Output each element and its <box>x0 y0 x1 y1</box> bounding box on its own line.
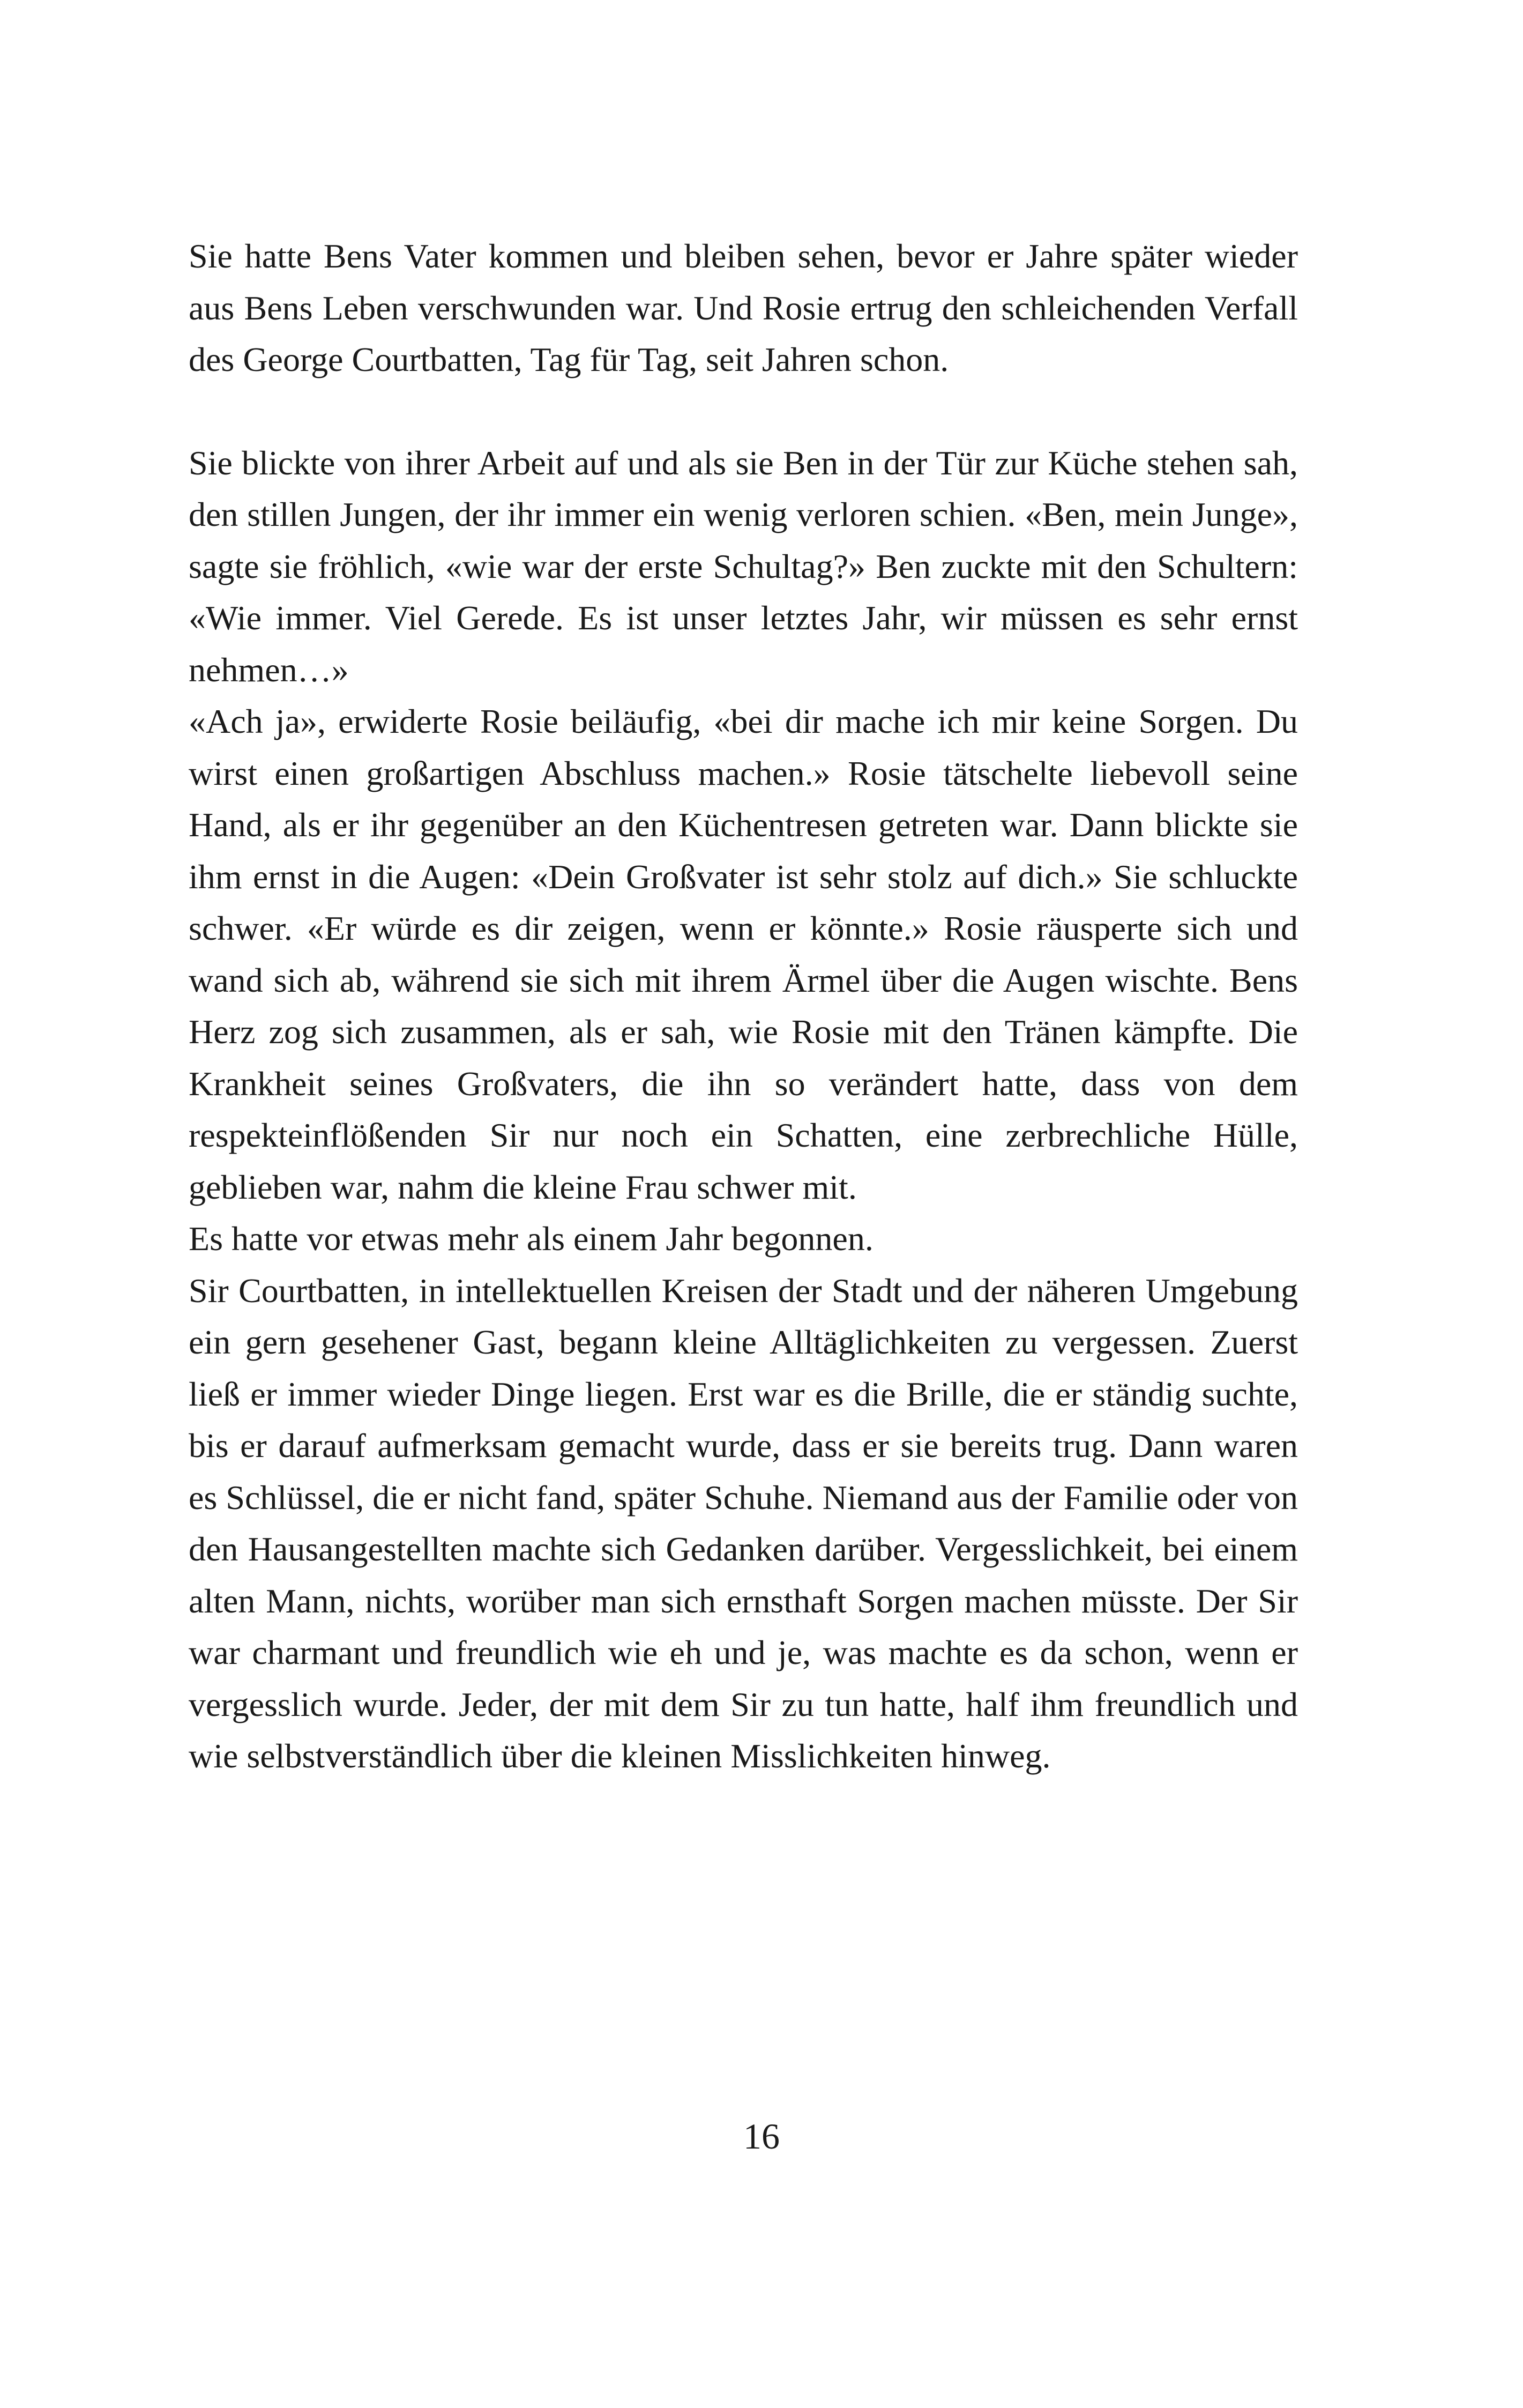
body-text <box>189 231 1298 1782</box>
paragraph-2: Sie blickte von ihrer Arbeit auf und als sie Ben in der Tür zur Küche stehen sah, den stillen Jungen, der ihr immer ein wenig verloren schien. «Ben, mein Junge», sagte sie fröhlich, «wie war der erste Schultag?» Ben zuckte mit den Schultern: «Wie immer. Viel Gerede. Es ist unser letztes Jahr, wir müssen es sehr ernst nehmen…» <box>189 443 1298 689</box>
paragraph-3: «Ach ja», erwiderte Rosie beiläufig, «bei dir mache ich mir keine Sorgen. Du wirst einen großartigen Abschluss machen.» Rosie tätschelte liebevoll seine Hand, als er ihr gegenüber an den Küchentresen getreten war. Dann blickte sie ihm ernst in die Augen: «Dein Großvater ist sehr stolz auf dich.» Sie schluckte schwer. «Er würde es dir zeigen, wenn er könnte.» Rosie räusperte sich und wand sich ab, während sie sich mit ihrem Ärmel über die Augen wischte. Bens Herz zog sich zusammen, als er sah, wie Rosie mit den Tränen kämpfte. Die Krankheit seines Großvaters, die ihn so verändert hatte, dass von dem respekteinflößenden Sir nur noch ein Schatten, eine zerbrechliche Hülle, geblieben war, nahm die kleine Frau schwer mit. <box>189 702 1298 1206</box>
paragraph-5: Sir Courtbatten, in intellektuellen Kreisen der Stadt und der näheren Umgebung ein gern gesehener Gast, begann kleine Alltäglichkeiten zu vergessen. Zuerst ließ er immer wieder Dinge liegen. Erst war es die Brille, die er ständig suchte, bis er darauf aufmerksam gemacht wurde, dass er sie bereits trug. Dann waren es Schlüssel, die er nicht fand, später Schuhe. Niemand aus der Familie oder von den Hausangestellten machte sich Gedanken darüber. Vergesslichkeit, bei einem alten Mann, nichts, worüber man sich ernsthaft Sorgen machen müsste. Der Sir war charmant und freundlich wie eh und je, was machte es da schon, wenn er vergesslich wurde. Jeder, der mit dem Sir zu tun hatte, half ihm freundlich und wie selbstverständlich über die kleinen Misslichkeiten hinweg. <box>189 1271 1298 1775</box>
paragraph-1: Sie hatte Bens Vater kommen und bleiben sehen, bevor er Jahre später wieder aus Bens Leben verschwunden war. Und Rosie ertrug den schleichenden Verfall des George Courtbatten, Tag für Tag, seit Jahren schon. <box>189 237 1298 378</box>
page-number: 16 <box>743 2116 780 2157</box>
paragraph-4: Es hatte vor etwas mehr als einem Jahr begonnen. <box>189 1220 874 1258</box>
